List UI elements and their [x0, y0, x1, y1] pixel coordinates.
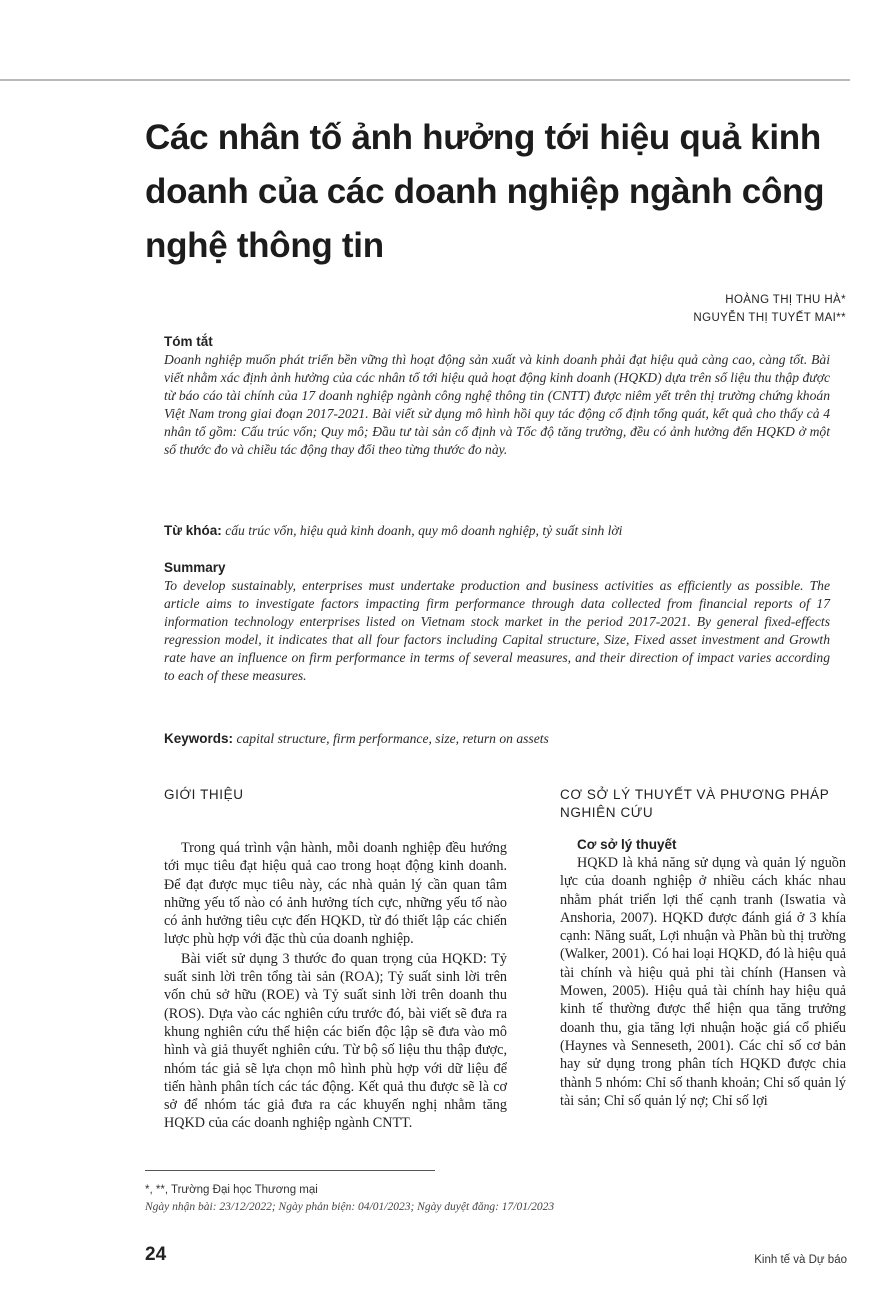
article-title: Các nhân tố ảnh hưởng tới hiệu quả kinh doanh của các doanh nghiệp ngành công nghệ thông tin	[145, 118, 825, 265]
right-column	[560, 786, 846, 1110]
section-heading-theory: CƠ SỞ LÝ THUYẾT VÀ PHƯƠNG PHÁP NGHIÊN CỨU	[560, 787, 830, 820]
keywords-vi-text: cấu trúc vốn, hiệu quả kinh doanh, quy mô doanh nghiệp, tỷ suất sinh lời	[225, 523, 623, 538]
abstract-vi	[164, 333, 830, 459]
keywords-vi-label: Từ khóa:	[164, 523, 222, 538]
footnote-dates: Ngày nhận bài: 23/12/2022; Ngày phản biện: 04/01/2023; Ngày duyệt đăng: 17/01/2023	[145, 1201, 555, 1213]
keywords-en-text: capital structure, firm performance, size, return on assets	[236, 731, 549, 746]
footnote-affiliation: *, **, Trường Đại học Thương mại	[145, 1184, 318, 1196]
abstract-en-label: Summary	[164, 560, 226, 575]
paragraph: HQKD là khả năng sử dụng và quản lý nguồn lực của doanh nghiệp ở nhiều cách khác nhau nhằm phát triển lợi thế cạnh tranh (Iswatia và Anshoria, 2007). HQKD được đánh giá ở 3 khía cạnh: Năng suất, Lợi nhuận và Phần bù thị trường (Walker, 2001). Có hai loại HQKD, đó là hiệu quả tài chính và hiệu quả phi tài chính (Hansen và Mowen, 2005). Hiệu quả tài chính hay hiệu quả kinh tế thường được thể hiện qua tăng trưởng doanh thu, gia tăng lợi nhuận hoặc giá cổ phiếu (Haynes và Senneseth, 2001). Các chỉ số cơ bản hay sử dụng trong phân tích HQKD được chia thành 5 nhóm: Chỉ số thanh khoản; Chỉ số quản lý tài sản; Chỉ số quản lý nợ; Chỉ số lợi	[560, 855, 846, 1109]
paragraph: Bài viết sử dụng 3 thước đo quan trọng của HQKD: Tỷ suất sinh lời trên tổng tài sản (ROA); Tỷ suất sinh lời trên vốn chủ sở hữu (ROE) và Tỷ suất sinh lời trên doanh thu (ROS). Dựa vào các nghiên cứu trước đó, bài viết sẽ đưa ra khung nghiên cứu thể hiện các biến độc lập sẽ đưa vào mô hình và giả thuyết nghiên cứu. Từ bộ số liệu thu thập được, nhóm tác giả sẽ lựa chọn mô hình phù hợp với dữ liệu để tiến hành phân tích các tác động. Kết quả thu được sẽ là cơ sở để nhóm tác giả đưa ra các khuyến nghị nhằm tăng HQKD của các doanh nghiệp ngành CNTT.	[164, 950, 507, 1132]
journal-name: Kinh tế và Dự báo	[754, 1254, 847, 1266]
footnote-rule	[145, 1170, 435, 1171]
subheading-theory: Cơ sở lý thuyết	[577, 837, 677, 852]
page-number: 24	[145, 1244, 167, 1265]
abstract-vi-label: Tóm tắt	[164, 334, 213, 349]
author-name: HOÀNG THỊ THU HÀ*	[725, 294, 846, 306]
left-column	[164, 786, 507, 1133]
author-list	[693, 291, 846, 327]
abstract-en	[164, 559, 830, 685]
keywords-en	[164, 730, 830, 748]
keywords-en-label: Keywords:	[164, 731, 234, 746]
header-rule	[0, 79, 850, 81]
author-name: NGUYỄN THỊ TUYẾT MAI**	[693, 312, 846, 324]
abstract-en-text: To develop sustainably, enterprises must undertake production and business activities as efficiently as possible. The article aims to investigate factors impacting firm performance through data collected from financial reports of 17 information technology enterprises listed on Vietnam stock market in the period 2017-2021. By general fixed-effects regression model, it indicates that all four factors including Capital structure, Size, Fixed asset investment and Growth rate have an influence on firm performance in terms of several measures, and their direction of impact varies according to each of these measures.	[164, 578, 830, 683]
paragraph: Trong quá trình vận hành, mỗi doanh nghiệp đều hướng tới mục tiêu đạt hiệu quả cao trong hoạt động kinh doanh. Để đạt được mục tiêu này, các nhà quản lý cần quan tâm những yếu tố nào có ảnh hưởng tích cực, những yếu tố nào có ảnh hưởng tiêu cực đến HQKD, từ đó thiết lập các chiến lược phù hợp với đặc thù của doanh nghiệp.	[164, 840, 507, 948]
keywords-vi	[164, 522, 830, 540]
section-heading-intro: GIỚI THIỆU	[164, 787, 244, 802]
abstract-vi-text: Doanh nghiệp muốn phát triển bền vững thì hoạt động sản xuất và kinh doanh phải đạt hiệu quả càng cao, càng tốt. Bài viết nhằm xác định ảnh hưởng của các nhân tố tới hiệu quả hoạt động kinh doanh (HQKD) dựa trên số liệu thu thập được từ báo cáo tài chính của 17 doanh nghiệp ngành công nghệ thông tin (CNTT) được niêm yết trên thị trường chứng khoán Việt Nam trong giai đoạn 2017-2021. Bài viết sử dụng mô hình hồi quy tác động cố định tổng quát, kết quả cho thấy cả 4 nhân tố gồm: Cấu trúc vốn; Quy mô; Đầu tư tài sản cố định và Tốc độ tăng trưởng, đều có ảnh hưởng đến HQKD ở một số thước đo và chiều tác động thay đổi theo từng thước đo này.	[164, 352, 830, 457]
